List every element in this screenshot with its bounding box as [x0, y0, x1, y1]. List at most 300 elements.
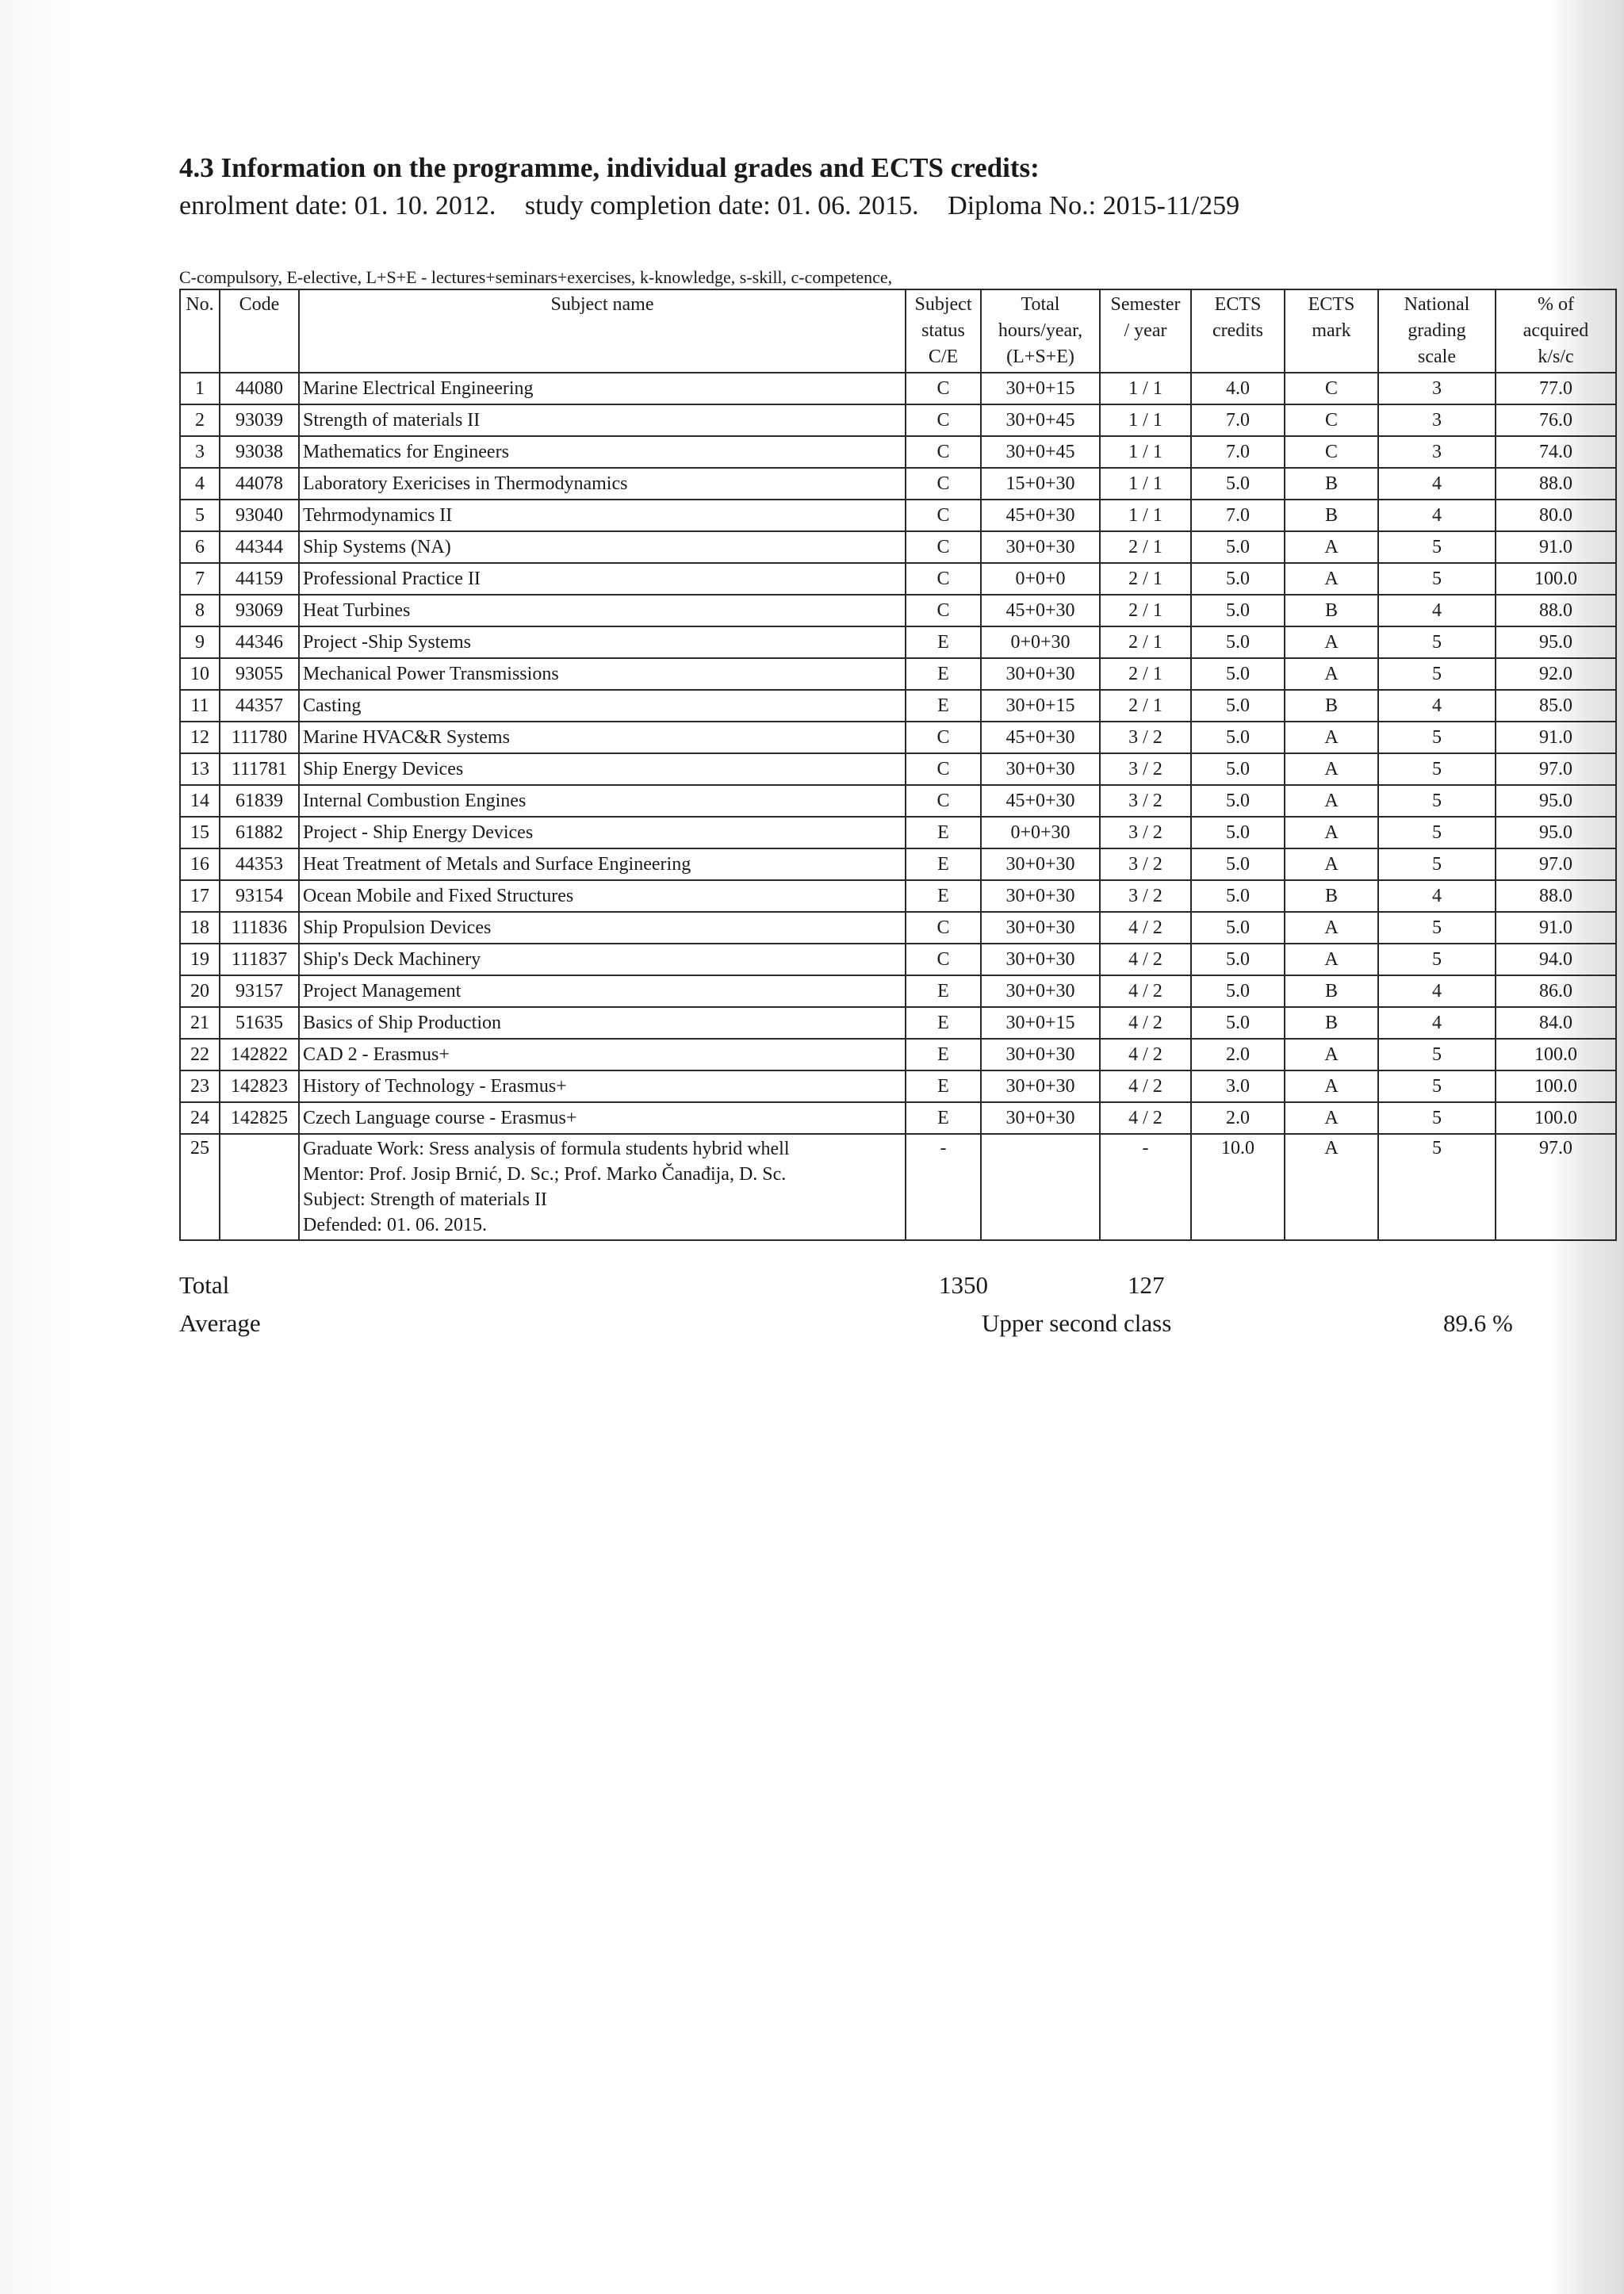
- cell-hours: 30+0+30: [981, 1039, 1100, 1070]
- cell-code: 93038: [220, 436, 299, 468]
- cell-mark: A: [1285, 944, 1378, 975]
- header-no: No.: [180, 289, 220, 373]
- table-row: [180, 975, 1616, 1007]
- cell-mark: B: [1285, 975, 1378, 1007]
- cell-semester: 3 / 2: [1100, 848, 1191, 880]
- cell-acquired: 95.0: [1496, 785, 1616, 817]
- cell-subject-name: CAD 2 - Erasmus+: [299, 1039, 906, 1070]
- cell-no: 19: [180, 944, 220, 975]
- cell-credits: 5.0: [1191, 975, 1285, 1007]
- cell-semester: 1 / 1: [1100, 436, 1191, 468]
- cell-subject-name: Mathematics for Engineers: [299, 436, 906, 468]
- cell-code: [220, 1134, 299, 1240]
- cell-national: 5: [1378, 563, 1496, 595]
- cell-semester: 1 / 1: [1100, 468, 1191, 500]
- cell-no: 16: [180, 848, 220, 880]
- cell-national: 4: [1378, 1007, 1496, 1039]
- cell-mark: A: [1285, 1134, 1378, 1240]
- cell-subject-name: Heat Treatment of Metals and Surface Engineering: [299, 848, 906, 880]
- cell-semester: 4 / 2: [1100, 975, 1191, 1007]
- cell-credits: 3.0: [1191, 1070, 1285, 1102]
- cell-acquired: 100.0: [1496, 1102, 1616, 1134]
- cell-status: C: [906, 753, 981, 785]
- cell-status: E: [906, 626, 981, 658]
- cell-acquired: 74.0: [1496, 436, 1616, 468]
- cell-code: 61882: [220, 817, 299, 848]
- cell-acquired: 92.0: [1496, 658, 1616, 690]
- diploma-number: Diploma No.: 2015-11/259: [948, 191, 1240, 220]
- cell-code: 61839: [220, 785, 299, 817]
- cell-credits: 5.0: [1191, 785, 1285, 817]
- graduate-work-defended: Defended: 01. 06. 2015.: [303, 1215, 487, 1235]
- header-percent-acquired: % of acquired k/s/c: [1496, 289, 1616, 373]
- cell-no: 6: [180, 531, 220, 563]
- cell-code: 93055: [220, 658, 299, 690]
- table-row: [180, 690, 1616, 722]
- cell-acquired: 84.0: [1496, 1007, 1616, 1039]
- cell-national: 5: [1378, 658, 1496, 690]
- cell-national: 5: [1378, 1102, 1496, 1134]
- cell-national: 4: [1378, 975, 1496, 1007]
- cell-semester: 3 / 2: [1100, 817, 1191, 848]
- cell-credits: 5.0: [1191, 690, 1285, 722]
- cell-code: 142825: [220, 1102, 299, 1134]
- cell-status: E: [906, 1070, 981, 1102]
- cell-hours: 30+0+30: [981, 531, 1100, 563]
- cell-credits: 5.0: [1191, 468, 1285, 500]
- cell-subject-name: Strength of materials II: [299, 404, 906, 436]
- graduate-work-title: Graduate Work: Sress analysis of formula students hybrid whell: [303, 1139, 790, 1159]
- cell-code: 142823: [220, 1070, 299, 1102]
- cell-acquired: 91.0: [1496, 912, 1616, 944]
- cell-no: 4: [180, 468, 220, 500]
- cell-subject-name: Internal Combustion Engines: [299, 785, 906, 817]
- cell-hours: 30+0+30: [981, 975, 1100, 1007]
- grades-table-body: [180, 373, 1616, 1240]
- cell-hours: [981, 1134, 1100, 1240]
- cell-status: E: [906, 880, 981, 912]
- cell-no: 3: [180, 436, 220, 468]
- cell-mark: A: [1285, 563, 1378, 595]
- total-label: Total: [179, 1271, 230, 1299]
- table-header-row: [180, 289, 1616, 373]
- header-subject-name: Subject name: [299, 289, 906, 373]
- cell-status: C: [906, 373, 981, 404]
- total-credits: 127: [1128, 1271, 1165, 1299]
- header-total-hours: Total hours/year, (L+S+E): [981, 289, 1100, 373]
- cell-semester: 3 / 2: [1100, 880, 1191, 912]
- cell-no: 21: [180, 1007, 220, 1039]
- cell-code: 44080: [220, 373, 299, 404]
- cell-national: 5: [1378, 912, 1496, 944]
- cell-mark: A: [1285, 1039, 1378, 1070]
- cell-mark: C: [1285, 373, 1378, 404]
- cell-code: 111837: [220, 944, 299, 975]
- table-row: [180, 563, 1616, 595]
- cell-credits: 5.0: [1191, 626, 1285, 658]
- cell-status: E: [906, 1039, 981, 1070]
- cell-semester: 2 / 1: [1100, 563, 1191, 595]
- cell-status: E: [906, 1007, 981, 1039]
- cell-national: 5: [1378, 531, 1496, 563]
- cell-hours: 30+0+30: [981, 1070, 1100, 1102]
- table-row: [180, 722, 1616, 753]
- cell-acquired: 97.0: [1496, 848, 1616, 880]
- cell-mark: B: [1285, 468, 1378, 500]
- cell-hours: 0+0+30: [981, 817, 1100, 848]
- cell-subject-name: Professional Practice II: [299, 563, 906, 595]
- cell-hours: 15+0+30: [981, 468, 1100, 500]
- cell-subject-name: Basics of Ship Production: [299, 1007, 906, 1039]
- average-percent: 89.6 %: [1443, 1309, 1513, 1337]
- header-semester: Semester / year: [1100, 289, 1191, 373]
- table-row: [180, 817, 1616, 848]
- cell-acquired: 97.0: [1496, 1134, 1616, 1240]
- cell-national: 4: [1378, 595, 1496, 626]
- cell-acquired: 76.0: [1496, 404, 1616, 436]
- cell-semester: 2 / 1: [1100, 690, 1191, 722]
- cell-semester: 3 / 2: [1100, 722, 1191, 753]
- cell-subject-name: Czech Language course - Erasmus+: [299, 1102, 906, 1134]
- cell-code: 111836: [220, 912, 299, 944]
- cell-no: 23: [180, 1070, 220, 1102]
- cell-mark: A: [1285, 531, 1378, 563]
- cell-credits: 5.0: [1191, 944, 1285, 975]
- cell-hours: 30+0+45: [981, 404, 1100, 436]
- cell-hours: 30+0+30: [981, 880, 1100, 912]
- cell-hours: 30+0+30: [981, 912, 1100, 944]
- cell-semester: 2 / 1: [1100, 626, 1191, 658]
- cell-semester: 4 / 2: [1100, 912, 1191, 944]
- cell-subject-name: Marine HVAC&R Systems: [299, 722, 906, 753]
- header-subject-status: Subject status C/E: [906, 289, 981, 373]
- cell-status: -: [906, 1134, 981, 1240]
- cell-mark: A: [1285, 658, 1378, 690]
- cell-code: 44344: [220, 531, 299, 563]
- cell-no: 20: [180, 975, 220, 1007]
- cell-credits: 7.0: [1191, 404, 1285, 436]
- cell-credits: 4.0: [1191, 373, 1285, 404]
- graduate-work-subject: Subject: Strength of materials II: [303, 1189, 547, 1210]
- cell-semester: 2 / 1: [1100, 658, 1191, 690]
- cell-no: 1: [180, 373, 220, 404]
- cell-no: 14: [180, 785, 220, 817]
- cell-credits: 5.0: [1191, 595, 1285, 626]
- table-row: [180, 880, 1616, 912]
- cell-hours: 30+0+30: [981, 1102, 1100, 1134]
- cell-semester: 4 / 2: [1100, 1102, 1191, 1134]
- cell-no: 25: [180, 1134, 220, 1240]
- cell-semester: 1 / 1: [1100, 500, 1191, 531]
- cell-subject-name: Laboratory Exericises in Thermodynamics: [299, 468, 906, 500]
- cell-hours: 45+0+30: [981, 595, 1100, 626]
- cell-code: 111781: [220, 753, 299, 785]
- cell-mark: A: [1285, 848, 1378, 880]
- cell-acquired: 88.0: [1496, 468, 1616, 500]
- cell-acquired: 97.0: [1496, 753, 1616, 785]
- cell-subject-name: Ship Energy Devices: [299, 753, 906, 785]
- cell-no: 9: [180, 626, 220, 658]
- table-row: [180, 436, 1616, 468]
- cell-credits: 5.0: [1191, 563, 1285, 595]
- cell-credits: 7.0: [1191, 436, 1285, 468]
- cell-credits: 5.0: [1191, 658, 1285, 690]
- cell-mark: A: [1285, 817, 1378, 848]
- cell-semester: 4 / 2: [1100, 1070, 1191, 1102]
- cell-no: 24: [180, 1102, 220, 1134]
- document-body: [179, 151, 1589, 1358]
- completion-date: study completion date: 01. 06. 2015.: [524, 191, 919, 220]
- cell-mark: B: [1285, 1007, 1378, 1039]
- cell-code: 93154: [220, 880, 299, 912]
- cell-hours: 30+0+30: [981, 944, 1100, 975]
- cell-code: 44353: [220, 848, 299, 880]
- cell-no: 13: [180, 753, 220, 785]
- cell-national: 3: [1378, 436, 1496, 468]
- cell-hours: 30+0+15: [981, 690, 1100, 722]
- table-row: [180, 373, 1616, 404]
- cell-semester: 3 / 2: [1100, 753, 1191, 785]
- graduate-work-mentor: Mentor: Prof. Josip Brnić, D. Sc.; Prof. Marko Čanađija, D. Sc.: [303, 1164, 787, 1185]
- cell-national: 5: [1378, 626, 1496, 658]
- cell-no: 12: [180, 722, 220, 753]
- table-row: [180, 785, 1616, 817]
- cell-acquired: 95.0: [1496, 817, 1616, 848]
- cell-credits: 5.0: [1191, 848, 1285, 880]
- cell-mark: B: [1285, 880, 1378, 912]
- cell-acquired: 88.0: [1496, 595, 1616, 626]
- cell-mark: A: [1285, 722, 1378, 753]
- cell-status: E: [906, 1102, 981, 1134]
- cell-mark: A: [1285, 753, 1378, 785]
- cell-credits: 5.0: [1191, 722, 1285, 753]
- cell-national: 5: [1378, 817, 1496, 848]
- cell-acquired: 100.0: [1496, 563, 1616, 595]
- cell-subject-name: Project - Ship Energy Devices: [299, 817, 906, 848]
- cell-subject-name: Project -Ship Systems: [299, 626, 906, 658]
- cell-subject-name: History of Technology - Erasmus+: [299, 1070, 906, 1102]
- cell-status: E: [906, 690, 981, 722]
- cell-no: 17: [180, 880, 220, 912]
- cell-code: 44078: [220, 468, 299, 500]
- cell-credits: 5.0: [1191, 753, 1285, 785]
- table-row: [180, 404, 1616, 436]
- cell-national: 5: [1378, 1039, 1496, 1070]
- cell-semester: -: [1100, 1134, 1191, 1240]
- cell-code: 111780: [220, 722, 299, 753]
- cell-national: 4: [1378, 880, 1496, 912]
- cell-status: C: [906, 436, 981, 468]
- cell-semester: 1 / 1: [1100, 373, 1191, 404]
- totals-summary: [179, 1271, 1543, 1358]
- cell-subject-name: Ship Propulsion Devices: [299, 912, 906, 944]
- programme-dates: [179, 189, 1543, 224]
- cell-status: C: [906, 531, 981, 563]
- cell-subject-name: Heat Turbines: [299, 595, 906, 626]
- graduate-work-row: [180, 1134, 1616, 1240]
- header-national-grading: National grading scale: [1378, 289, 1496, 373]
- cell-code: 142822: [220, 1039, 299, 1070]
- cell-subject-name: Mechanical Power Transmissions: [299, 658, 906, 690]
- table-row: [180, 944, 1616, 975]
- cell-hours: 30+0+30: [981, 753, 1100, 785]
- cell-mark: A: [1285, 1070, 1378, 1102]
- cell-acquired: 91.0: [1496, 531, 1616, 563]
- cell-status: C: [906, 563, 981, 595]
- total-hours: 1350: [939, 1271, 988, 1299]
- table-row: [180, 912, 1616, 944]
- cell-hours: 0+0+0: [981, 563, 1100, 595]
- cell-status: C: [906, 595, 981, 626]
- grades-table: [179, 289, 1617, 1241]
- cell-status: C: [906, 500, 981, 531]
- table-row: [180, 1039, 1616, 1070]
- cell-mark: B: [1285, 595, 1378, 626]
- cell-acquired: 100.0: [1496, 1039, 1616, 1070]
- cell-subject-name: Ship's Deck Machinery: [299, 944, 906, 975]
- header-ects-credits: ECTS credits: [1191, 289, 1285, 373]
- table-row: [180, 848, 1616, 880]
- cell-subject-name: Tehrmodynamics II: [299, 500, 906, 531]
- cell-national: 4: [1378, 500, 1496, 531]
- cell-semester: 2 / 1: [1100, 531, 1191, 563]
- cell-national: 5: [1378, 753, 1496, 785]
- cell-code: 44346: [220, 626, 299, 658]
- cell-national: 5: [1378, 944, 1496, 975]
- table-row: [180, 595, 1616, 626]
- cell-national: 5: [1378, 722, 1496, 753]
- cell-acquired: 100.0: [1496, 1070, 1616, 1102]
- cell-credits: 5.0: [1191, 880, 1285, 912]
- cell-no: 8: [180, 595, 220, 626]
- cell-acquired: 80.0: [1496, 500, 1616, 531]
- cell-mark: C: [1285, 436, 1378, 468]
- cell-status: C: [906, 468, 981, 500]
- cell-credits: 7.0: [1191, 500, 1285, 531]
- cell-status: E: [906, 658, 981, 690]
- cell-national: 5: [1378, 1070, 1496, 1102]
- cell-mark: A: [1285, 912, 1378, 944]
- table-row: [180, 531, 1616, 563]
- cell-status: E: [906, 817, 981, 848]
- average-label: Average: [179, 1309, 261, 1337]
- cell-no: 5: [180, 500, 220, 531]
- cell-subject-name: Casting: [299, 690, 906, 722]
- cell-credits: 5.0: [1191, 817, 1285, 848]
- header-code: Code: [220, 289, 299, 373]
- cell-no: 22: [180, 1039, 220, 1070]
- cell-code: 93040: [220, 500, 299, 531]
- graduate-work-details: [299, 1134, 906, 1240]
- cell-national: 4: [1378, 690, 1496, 722]
- cell-mark: B: [1285, 500, 1378, 531]
- cell-national: 3: [1378, 404, 1496, 436]
- table-row: [180, 626, 1616, 658]
- cell-status: C: [906, 722, 981, 753]
- cell-status: C: [906, 944, 981, 975]
- cell-code: 44357: [220, 690, 299, 722]
- cell-subject-name: Ocean Mobile and Fixed Structures: [299, 880, 906, 912]
- cell-semester: 2 / 1: [1100, 595, 1191, 626]
- cell-mark: B: [1285, 690, 1378, 722]
- cell-semester: 4 / 2: [1100, 1007, 1191, 1039]
- cell-subject-name: Ship Systems (NA): [299, 531, 906, 563]
- cell-status: C: [906, 912, 981, 944]
- cell-credits: 10.0: [1191, 1134, 1285, 1240]
- cell-no: 2: [180, 404, 220, 436]
- cell-hours: 30+0+30: [981, 658, 1100, 690]
- cell-no: 11: [180, 690, 220, 722]
- classification: Upper second class: [982, 1309, 1172, 1337]
- cell-national: 5: [1378, 785, 1496, 817]
- cell-national: 5: [1378, 848, 1496, 880]
- cell-mark: A: [1285, 626, 1378, 658]
- cell-code: 93157: [220, 975, 299, 1007]
- cell-no: 18: [180, 912, 220, 944]
- cell-status: E: [906, 848, 981, 880]
- table-row: [180, 753, 1616, 785]
- cell-credits: 2.0: [1191, 1039, 1285, 1070]
- cell-semester: 1 / 1: [1100, 404, 1191, 436]
- cell-status: C: [906, 785, 981, 817]
- cell-credits: 5.0: [1191, 531, 1285, 563]
- cell-code: 93039: [220, 404, 299, 436]
- cell-acquired: 94.0: [1496, 944, 1616, 975]
- cell-no: 7: [180, 563, 220, 595]
- table-row: [180, 1070, 1616, 1102]
- abbreviation-legend: C-compulsory, E-elective, L+S+E - lectures+seminars+exercises, k-knowledge, s-skill, c-competence,: [179, 267, 893, 287]
- enrolment-date: enrolment date: 01. 10. 2012.: [179, 191, 496, 220]
- table-row: [180, 468, 1616, 500]
- cell-code: 44159: [220, 563, 299, 595]
- cell-hours: 45+0+30: [981, 500, 1100, 531]
- cell-mark: C: [1285, 404, 1378, 436]
- table-row: [180, 500, 1616, 531]
- cell-subject-name: Project Management: [299, 975, 906, 1007]
- cell-mark: A: [1285, 785, 1378, 817]
- cell-semester: 3 / 2: [1100, 785, 1191, 817]
- cell-hours: 30+0+15: [981, 373, 1100, 404]
- cell-credits: 5.0: [1191, 912, 1285, 944]
- table-row: [180, 1007, 1616, 1039]
- cell-national: 3: [1378, 373, 1496, 404]
- cell-hours: 30+0+15: [981, 1007, 1100, 1039]
- cell-acquired: 77.0: [1496, 373, 1616, 404]
- cell-national: 4: [1378, 468, 1496, 500]
- table-row: [180, 658, 1616, 690]
- cell-credits: 5.0: [1191, 1007, 1285, 1039]
- cell-code: 93069: [220, 595, 299, 626]
- cell-hours: 30+0+45: [981, 436, 1100, 468]
- cell-hours: 45+0+30: [981, 785, 1100, 817]
- cell-mark: A: [1285, 1102, 1378, 1134]
- cell-no: 10: [180, 658, 220, 690]
- cell-hours: 0+0+30: [981, 626, 1100, 658]
- cell-semester: 4 / 2: [1100, 944, 1191, 975]
- table-row: [180, 1102, 1616, 1134]
- cell-credits: 2.0: [1191, 1102, 1285, 1134]
- cell-national: 5: [1378, 1134, 1496, 1240]
- cell-hours: 45+0+30: [981, 722, 1100, 753]
- cell-acquired: 86.0: [1496, 975, 1616, 1007]
- cell-no: 15: [180, 817, 220, 848]
- cell-subject-name: Marine Electrical Engineering: [299, 373, 906, 404]
- header-ects-mark: ECTS mark: [1285, 289, 1378, 373]
- section-heading: 4.3 Information on the programme, individual grades and ECTS credits:: [179, 152, 1040, 183]
- cell-acquired: 88.0: [1496, 880, 1616, 912]
- cell-status: C: [906, 404, 981, 436]
- cell-acquired: 91.0: [1496, 722, 1616, 753]
